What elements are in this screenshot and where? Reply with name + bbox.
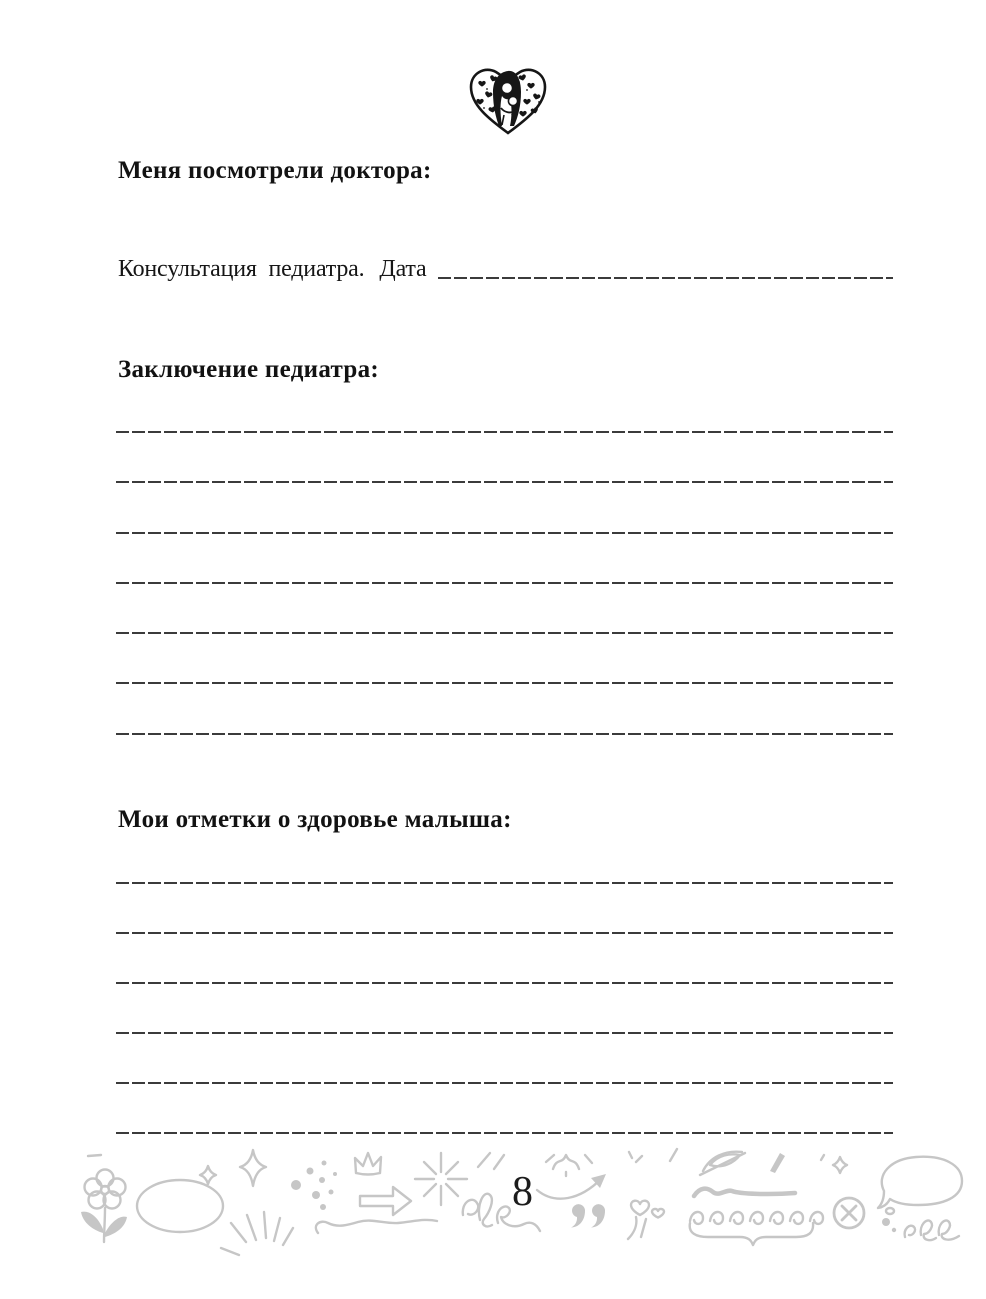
- writing-line: [116, 682, 893, 684]
- oval-loop-icon: [137, 1166, 223, 1232]
- writing-line: [116, 733, 893, 735]
- writing-line: [116, 1032, 893, 1034]
- flower-icon: [81, 1170, 127, 1243]
- writing-line: [116, 431, 893, 433]
- mother-baby-heart-icon: [464, 62, 552, 138]
- dots-cluster-icon: [291, 1161, 337, 1211]
- small-sparkle-icon: [821, 1155, 847, 1173]
- eight-ray-star-icon: [415, 1153, 467, 1205]
- tick-marks-icon: [629, 1149, 677, 1162]
- writing-line: [116, 1082, 893, 1084]
- tall-sparkle-cross-icon: [240, 1150, 266, 1186]
- writing-line: [116, 932, 893, 934]
- double-slashes-icon: [478, 1153, 504, 1169]
- section-heading-notes: Мои отметки о здоровье малыша:: [118, 806, 512, 833]
- consultation-label: Консультация педиатра.: [118, 256, 365, 282]
- ray-burst-icon: [221, 1212, 293, 1255]
- writing-line: [116, 632, 893, 634]
- conclusion-writing-lines: [116, 431, 893, 783]
- wavy-line-icon: [316, 1220, 437, 1233]
- dash-mark-icon: [88, 1155, 101, 1156]
- notes-writing-lines: [116, 882, 893, 1182]
- footer-doodles: [0, 1145, 986, 1285]
- writing-line: [116, 882, 893, 884]
- writing-line: [116, 532, 893, 534]
- circled-x-icon: [834, 1198, 864, 1228]
- thick-slash-icon: [770, 1153, 785, 1173]
- writing-line: [116, 982, 893, 984]
- curly-brace-icon: [690, 1223, 813, 1245]
- mother-baby-heart-logo: [464, 62, 552, 138]
- dot-trail-icon: [882, 1208, 896, 1232]
- consultation-row: [118, 256, 893, 283]
- speech-bubble-icon: [878, 1157, 962, 1208]
- section-heading-conclusion: Заключение педиатра:: [118, 356, 380, 383]
- cursive-ell-icon: [905, 1220, 959, 1240]
- writing-line: [116, 481, 893, 483]
- leaf-scribble-icon: [700, 1152, 745, 1175]
- page-number: 8: [512, 1169, 533, 1215]
- writing-line: [116, 1132, 893, 1134]
- quote-marks-icon: [571, 1204, 605, 1227]
- writing-line: [116, 582, 893, 584]
- block-arrow-right-icon: [360, 1187, 411, 1215]
- heart-sprout-icon: [628, 1201, 664, 1239]
- crown-icon: [355, 1153, 381, 1175]
- date-blank-line: [438, 277, 893, 279]
- date-label: Дата: [379, 256, 427, 282]
- section-heading-doctors: Меня посмотрели доктора:: [118, 157, 432, 184]
- marker-wave-icon: [694, 1189, 795, 1196]
- crown-scribble-icon: [546, 1155, 592, 1176]
- curved-arrow-icon: [537, 1174, 606, 1199]
- loop-coil-icon: [690, 1212, 823, 1224]
